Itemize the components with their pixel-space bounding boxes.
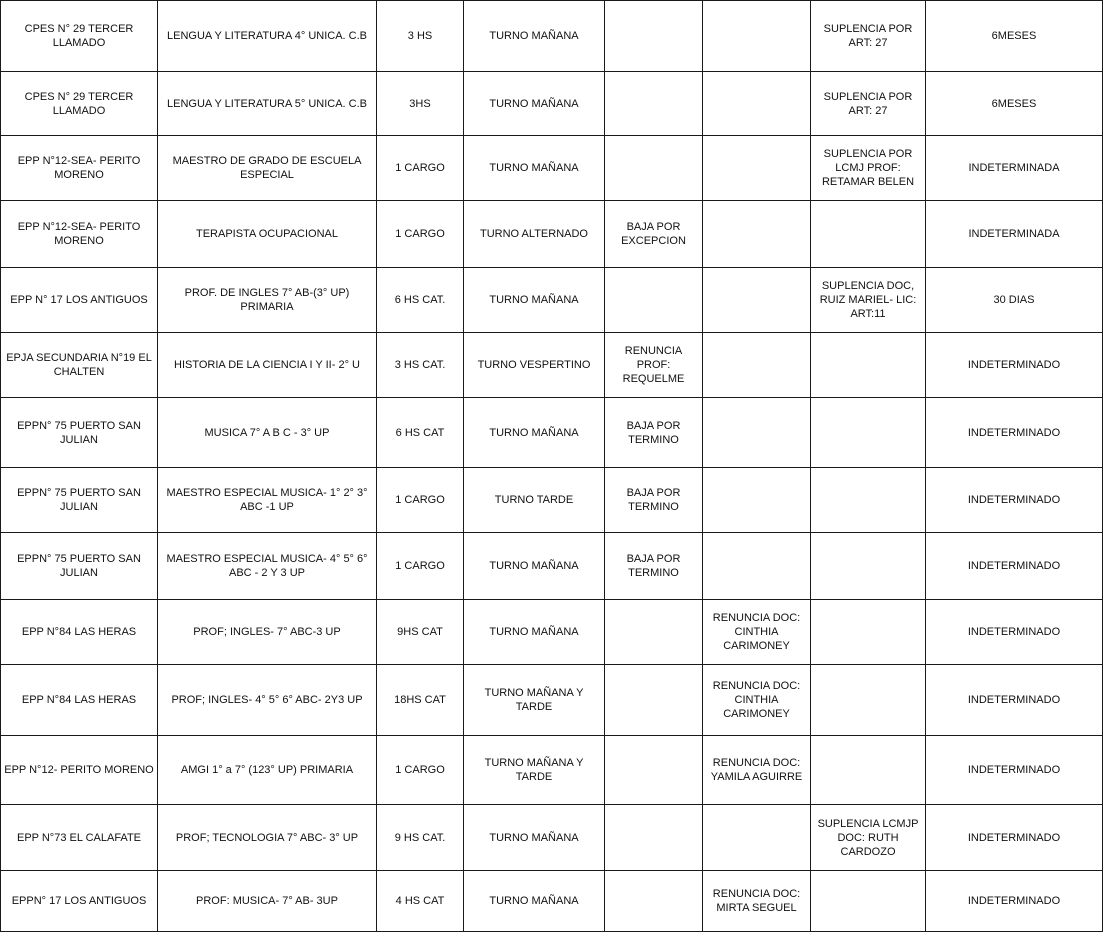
- cell-hours: 3 HS: [377, 1, 464, 72]
- cell-shift: TURNO MAÑANA: [464, 805, 605, 871]
- cell-shift: TURNO MAÑANA: [464, 600, 605, 665]
- cell-subject: PROF; INGLES- 4° 5° 6° ABC- 2Y3 UP: [158, 665, 377, 736]
- table-row: [1, 136, 1103, 201]
- table-body: [1, 1, 1103, 932]
- cell-reason-b: [703, 136, 811, 201]
- cell-substitution: [811, 201, 926, 268]
- table-row: [1, 201, 1103, 268]
- cell-reason-a: [605, 1, 703, 72]
- cell-reason-a: BAJA POR TERMINO: [605, 468, 703, 533]
- cell-duration: 30 DIAS: [926, 268, 1103, 333]
- cell-subject: PROF; INGLES- 7° ABC-3 UP: [158, 600, 377, 665]
- cell-shift: TURNO MAÑANA: [464, 871, 605, 932]
- cell-duration: 6MESES: [926, 72, 1103, 136]
- cell-school: EPP N°12-SEA- PERITO MORENO: [1, 201, 158, 268]
- cell-duration: INDETERMINADO: [926, 398, 1103, 468]
- table-row: [1, 468, 1103, 533]
- cell-shift: TURNO MAÑANA: [464, 533, 605, 600]
- cell-subject: MUSICA 7° A B C - 3° UP: [158, 398, 377, 468]
- cell-duration: INDETERMINADO: [926, 665, 1103, 736]
- cell-reason-a: [605, 600, 703, 665]
- cell-subject: PROF; TECNOLOGIA 7° ABC- 3° UP: [158, 805, 377, 871]
- cell-reason-b: [703, 1, 811, 72]
- table-row: [1, 533, 1103, 600]
- cell-hours: 1 CARGO: [377, 468, 464, 533]
- cell-school: EPP N° 17 LOS ANTIGUOS: [1, 268, 158, 333]
- table-row: [1, 268, 1103, 333]
- cell-hours: 9 HS CAT.: [377, 805, 464, 871]
- cell-reason-a: [605, 268, 703, 333]
- cell-hours: 3 HS CAT.: [377, 333, 464, 398]
- cell-reason-a: [605, 72, 703, 136]
- cell-reason-a: [605, 805, 703, 871]
- cell-shift: TURNO MAÑANA: [464, 72, 605, 136]
- cell-reason-a: [605, 736, 703, 805]
- cell-substitution: [811, 600, 926, 665]
- cell-school: CPES N° 29 TERCER LLAMADO: [1, 72, 158, 136]
- table-row: [1, 333, 1103, 398]
- cell-duration: INDETERMINADO: [926, 600, 1103, 665]
- cell-shift: TURNO MAÑANA: [464, 1, 605, 72]
- cell-hours: 3HS: [377, 72, 464, 136]
- cell-substitution: [811, 398, 926, 468]
- cell-reason-a: [605, 871, 703, 932]
- cell-duration: INDETERMINADA: [926, 201, 1103, 268]
- cell-hours: 1 CARGO: [377, 533, 464, 600]
- cell-substitution: [811, 871, 926, 932]
- cell-school: EPP N°73 EL CALAFATE: [1, 805, 158, 871]
- cell-school: CPES N° 29 TERCER LLAMADO: [1, 1, 158, 72]
- cell-substitution: [811, 533, 926, 600]
- cell-school: EPP N°84 LAS HERAS: [1, 600, 158, 665]
- cell-subject: MAESTRO ESPECIAL MUSICA- 1° 2° 3° ABC -1 UP: [158, 468, 377, 533]
- table-row: [1, 600, 1103, 665]
- cell-substitution: SUPLENCIA POR ART: 27: [811, 1, 926, 72]
- cell-subject: LENGUA Y LITERATURA 4° UNICA. C.B: [158, 1, 377, 72]
- cell-school: EPP N°12-SEA- PERITO MORENO: [1, 136, 158, 201]
- cell-hours: 1 CARGO: [377, 136, 464, 201]
- cell-shift: TURNO ALTERNADO: [464, 201, 605, 268]
- table-row: [1, 736, 1103, 805]
- cell-reason-b: RENUNCIA DOC: YAMILA AGUIRRE: [703, 736, 811, 805]
- cell-reason-a: [605, 136, 703, 201]
- cell-school: EPPN° 75 PUERTO SAN JULIAN: [1, 533, 158, 600]
- cell-reason-b: [703, 805, 811, 871]
- cell-shift: TURNO MAÑANA: [464, 268, 605, 333]
- cell-substitution: SUPLENCIA DOC, RUIZ MARIEL- LIC: ART:11: [811, 268, 926, 333]
- cell-substitution: [811, 468, 926, 533]
- cell-school: EPP N°84 LAS HERAS: [1, 665, 158, 736]
- cell-reason-b: RENUNCIA DOC: CINTHIA CARIMONEY: [703, 665, 811, 736]
- cell-reason-b: [703, 268, 811, 333]
- cell-substitution: SUPLENCIA LCMJP DOC: RUTH CARDOZO: [811, 805, 926, 871]
- cell-hours: 6 HS CAT: [377, 398, 464, 468]
- cell-reason-a: BAJA POR TERMINO: [605, 398, 703, 468]
- cell-duration: INDETERMINADO: [926, 333, 1103, 398]
- cell-school: EPP N°12- PERITO MORENO: [1, 736, 158, 805]
- cell-duration: INDETERMINADA: [926, 136, 1103, 201]
- cell-shift: TURNO VESPERTINO: [464, 333, 605, 398]
- table-row: [1, 805, 1103, 871]
- cell-hours: 6 HS CAT.: [377, 268, 464, 333]
- cell-school: EPJA SECUNDARIA N°19 EL CHALTEN: [1, 333, 158, 398]
- cell-substitution: SUPLENCIA POR LCMJ PROF: RETAMAR BELEN: [811, 136, 926, 201]
- cell-reason-a: [605, 665, 703, 736]
- cell-subject: LENGUA Y LITERATURA 5° UNICA. C.B: [158, 72, 377, 136]
- cell-subject: PROF. DE INGLES 7° AB-(3° UP) PRIMARIA: [158, 268, 377, 333]
- cell-subject: TERAPISTA OCUPACIONAL: [158, 201, 377, 268]
- cell-reason-b: [703, 533, 811, 600]
- table-row: [1, 871, 1103, 932]
- cell-school: EPPN° 17 LOS ANTIGUOS: [1, 871, 158, 932]
- cell-substitution: [811, 736, 926, 805]
- cell-school: EPPN° 75 PUERTO SAN JULIAN: [1, 398, 158, 468]
- cell-subject: AMGI 1° a 7° (123° UP) PRIMARIA: [158, 736, 377, 805]
- cell-reason-b: [703, 468, 811, 533]
- cell-shift: TURNO TARDE: [464, 468, 605, 533]
- cell-reason-b: [703, 201, 811, 268]
- table-row: [1, 665, 1103, 736]
- cell-hours: 9HS CAT: [377, 600, 464, 665]
- cell-hours: 4 HS CAT: [377, 871, 464, 932]
- cell-reason-b: RENUNCIA DOC: CINTHIA CARIMONEY: [703, 600, 811, 665]
- cell-shift: TURNO MAÑANA Y TARDE: [464, 736, 605, 805]
- cell-reason-a: BAJA POR TERMINO: [605, 533, 703, 600]
- cell-shift: TURNO MAÑANA Y TARDE: [464, 665, 605, 736]
- cell-substitution: [811, 665, 926, 736]
- cell-subject: MAESTRO ESPECIAL MUSICA- 4° 5° 6° ABC - 2 Y 3 UP: [158, 533, 377, 600]
- cell-subject: HISTORIA DE LA CIENCIA I Y II- 2° U: [158, 333, 377, 398]
- cell-hours: 1 CARGO: [377, 736, 464, 805]
- cell-duration: INDETERMINADO: [926, 736, 1103, 805]
- table-row: [1, 72, 1103, 136]
- cell-duration: INDETERMINADO: [926, 805, 1103, 871]
- cell-duration: 6MESES: [926, 1, 1103, 72]
- cell-subject: PROF: MUSICA- 7° AB- 3UP: [158, 871, 377, 932]
- cell-substitution: [811, 333, 926, 398]
- cell-reason-a: RENUNCIA PROF: REQUELME: [605, 333, 703, 398]
- cell-school: EPPN° 75 PUERTO SAN JULIAN: [1, 468, 158, 533]
- cell-duration: INDETERMINADO: [926, 871, 1103, 932]
- table-row: [1, 1, 1103, 72]
- cell-reason-b: RENUNCIA DOC: MIRTA SEGUEL: [703, 871, 811, 932]
- cell-hours: 18HS CAT: [377, 665, 464, 736]
- cell-substitution: SUPLENCIA POR ART: 27: [811, 72, 926, 136]
- table-row: [1, 398, 1103, 468]
- cell-reason-b: [703, 333, 811, 398]
- cell-duration: INDETERMINADO: [926, 533, 1103, 600]
- cell-shift: TURNO MAÑANA: [464, 398, 605, 468]
- cell-hours: 1 CARGO: [377, 201, 464, 268]
- cell-reason-b: [703, 398, 811, 468]
- cell-subject: MAESTRO DE GRADO DE ESCUELA ESPECIAL: [158, 136, 377, 201]
- cell-duration: INDETERMINADO: [926, 468, 1103, 533]
- cell-reason-a: BAJA POR EXCEPCION: [605, 201, 703, 268]
- cell-reason-b: [703, 72, 811, 136]
- cell-shift: TURNO MAÑANA: [464, 136, 605, 201]
